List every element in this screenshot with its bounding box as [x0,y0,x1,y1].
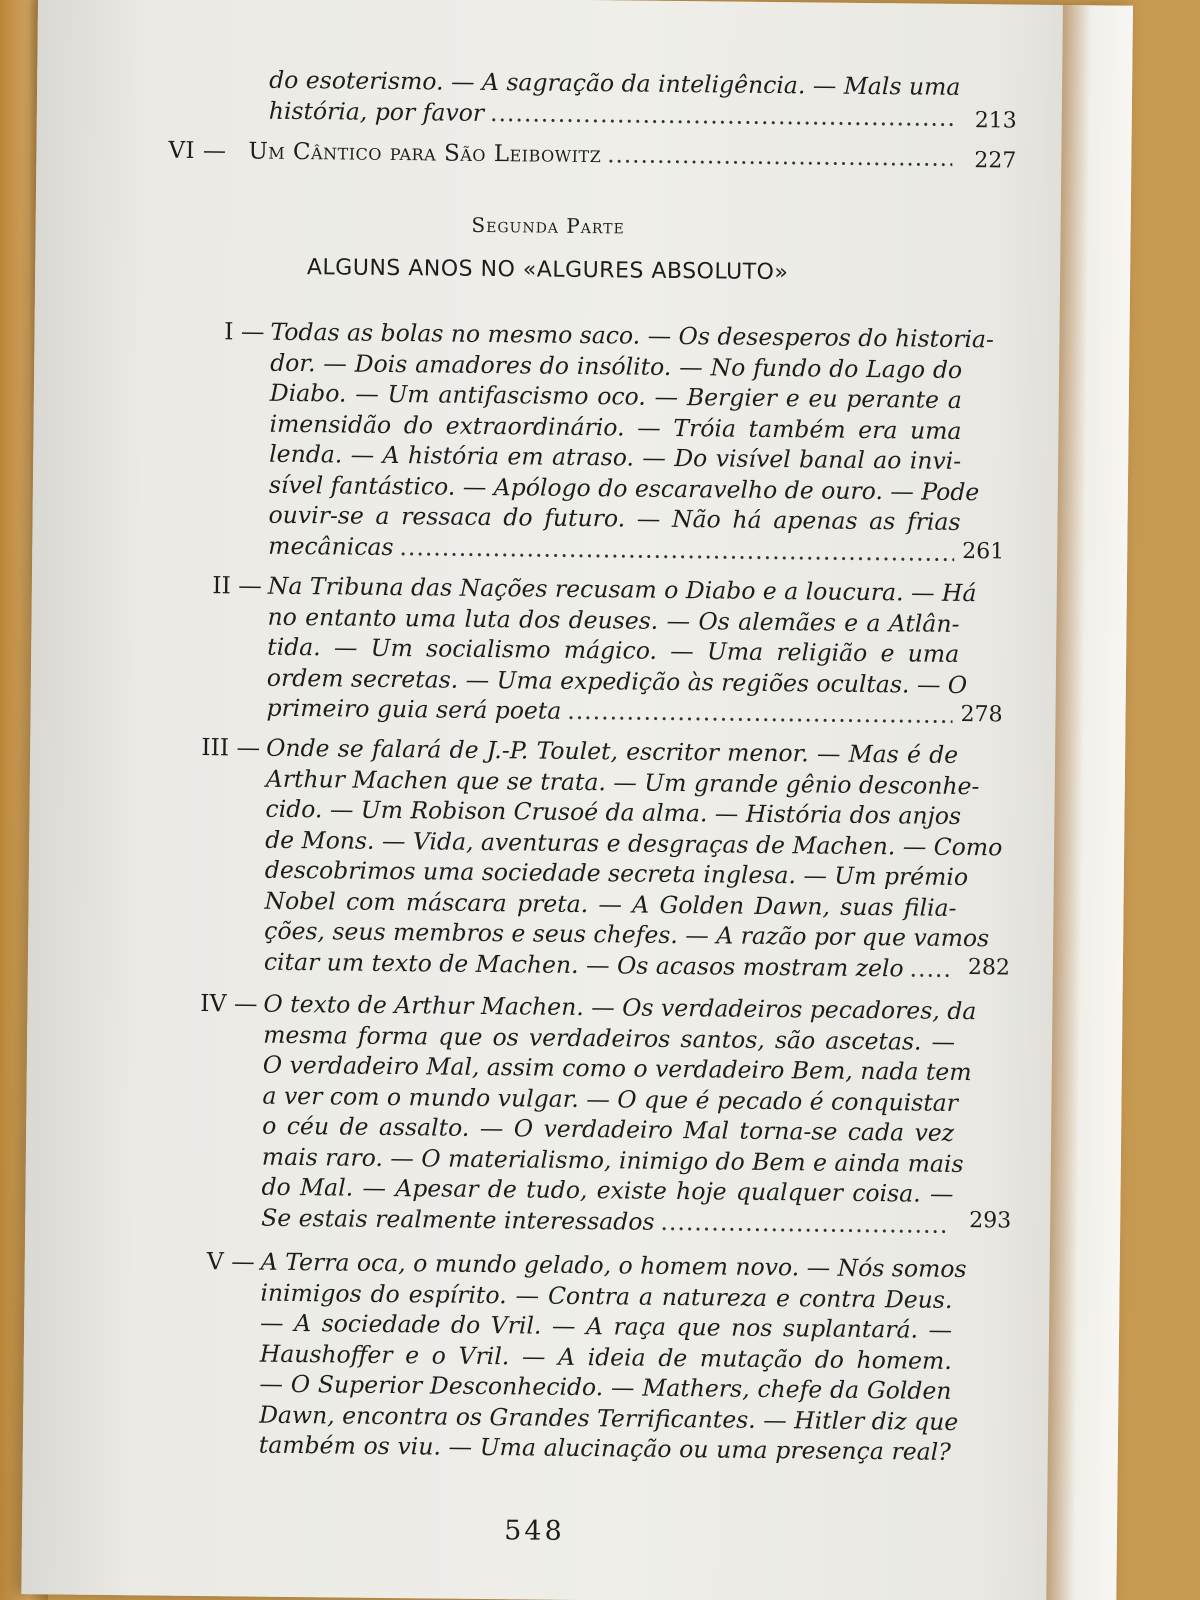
entry-line: Onde se falará de J.-P. Toulet, escritor menor. — Mas é de [266,733,959,769]
page-number: 227 [974,148,1017,174]
entry-line: tida. — Um socialismo mágico. — Uma religião e uma [267,632,960,668]
page-number: 261 [962,538,1005,565]
entry-line: Haushoffer e o Vril. — A ideia de mutação do homem. [259,1339,952,1375]
entry-line: Todas as bolas no mesmo saco. — Os desesperos do historia- [270,317,995,354]
entry-numeral: IV — [200,989,258,1018]
page-number: 278 [960,701,1003,728]
entry-line: mesma forma que os verdadeiros santos, são ascetas. — [263,1020,956,1056]
entry-line: descobrimos uma sociedade secreta inglesa. — Um prémio [264,855,969,892]
toc-entry-continued [269,65,960,134]
entry-numeral: V — [206,1247,255,1276]
toc-entry-v [173,1246,973,1466]
entry-leader-row [261,1202,953,1240]
entry-line: mecânicas [268,531,394,561]
entry-leader-row [269,96,959,134]
entry-leader-row [264,946,956,984]
entry-line: — O Superior Desconhecido. — Mathers, chefe da Golden [259,1369,952,1405]
entry-line: ouvir-se a ressaca do futuro. — Não há apenas as frias [268,500,961,536]
part-label: Segunda Parte [471,212,625,239]
chapter-numeral: VI — [168,137,227,165]
dot-leader [909,953,950,984]
part-title: ALGUNS ANOS NO «ALGURES ABSOLUTO» [306,255,789,286]
entry-line: primeiro guia será poeta [266,693,562,725]
entry-line: Arthur Machen que se trata. — Um grande gênio desconhe- [265,764,980,800]
entry-line: no entanto uma luta dos deuses. — Os alemães e a Atlân- [267,602,960,638]
page-gutter-shadow [1046,5,1133,1600]
entry-line: do Mal. — Apesar de tudo, existe hoje qualquer coisa. — [261,1172,954,1208]
entry-line: Na Tribuna das Nações recusam o Diabo e a loucura. — Há [267,571,977,608]
dot-leader [567,696,953,731]
entry-leader-row [268,530,960,568]
entry-line: A Terra oca, o mundo gelado, o homem novo. — Nós somos [260,1247,967,1284]
entry-line: O texto de Arthur Machen. — Os verdadeiros pecadores, da [263,989,977,1026]
page-number: 293 [969,1208,1012,1234]
entry-line: também os viu. — Uma alucinação ou uma presença real? [258,1430,951,1466]
entry-line: Se estais realmente interessados [261,1203,655,1236]
dot-leader [607,142,952,172]
entry-line: ções, seus membros e seus chefes. — A razão por que vamos [264,916,990,953]
entry-line: Nobel com máscara preta. — A Golden Dawn, suas filia- [264,886,957,922]
dot-leader [490,98,953,134]
book-page [21,0,1133,1600]
entry-line: imensidão do extraordinário. — Tróia também era uma [269,409,962,445]
entry-line: Diabo. — Um antifascismo oco. — Bergier e eu perante a [269,378,962,414]
entry-numeral: III — [201,733,261,762]
entry-numeral: II — [212,571,262,600]
entry-line: Dawn, encontra os Grandes Terrificantes. — Hitler diz que [259,1400,959,1436]
dot-leader [660,1206,947,1240]
chapter-title-row [248,138,958,171]
entry-line: — A sociedade do Vril. — A raça que nos suplantará. — [259,1308,953,1344]
entry-line: dor. — Dois amadores do insólito. — No fundo do Lago do [270,348,963,384]
entry-line: o céu de assalto. — O verdadeiro Mal torna-se cada vez [262,1111,955,1147]
entry-line: lenda. — A história em atraso. — Do visível banal ao invi- [269,439,962,475]
entry-text [266,571,977,731]
entry-line: a ver com o mundo vulgar. — O que é pecado é conquistar [262,1081,959,1117]
entry-line: do esoterismo. — A sagração da inteligência. — Mals uma [269,65,961,101]
toc-entry-ii [180,570,980,725]
entry-line: ordem secretas. — Uma expedição às regiões ocultas. — O [266,663,968,699]
dot-leader [399,532,954,568]
entry-line: inimigos do espírito. — Contra a natureza e contra Deus. [260,1278,953,1314]
chapter-title: Um Cântico para São Leibowitz [248,138,602,169]
entry-line: sível fantástico. — Apólogo do escaravelho de ouro. — Pode [268,470,980,506]
entry-line: citar um texto de Machen. — Os acasos mostram zelo [263,947,904,982]
entry-text [258,1247,967,1468]
page-folio: 548 [504,1515,565,1547]
entry-line: mais raro. — O materialismo, inimigo do Bem e ainda mais [261,1142,964,1178]
entry-line: O verdadeiro Mal, assim como o verdadeiro Bem, nada tem [262,1050,972,1087]
entry-text [261,989,977,1240]
page-number: 213 [974,108,1017,134]
entry-line: cido. — Um Robison Crusoé da alma. — História dos anjos [265,794,962,830]
entry-numeral: I — [224,317,265,346]
entry-line: de Mons. — Vida, aventuras e desgraças de Machen. — Como [265,825,1003,861]
entry-line: história, por favor [268,96,485,127]
page-number: 282 [967,955,1011,981]
toc-entry-iv [176,988,977,1236]
entry-leader-row [266,693,958,731]
